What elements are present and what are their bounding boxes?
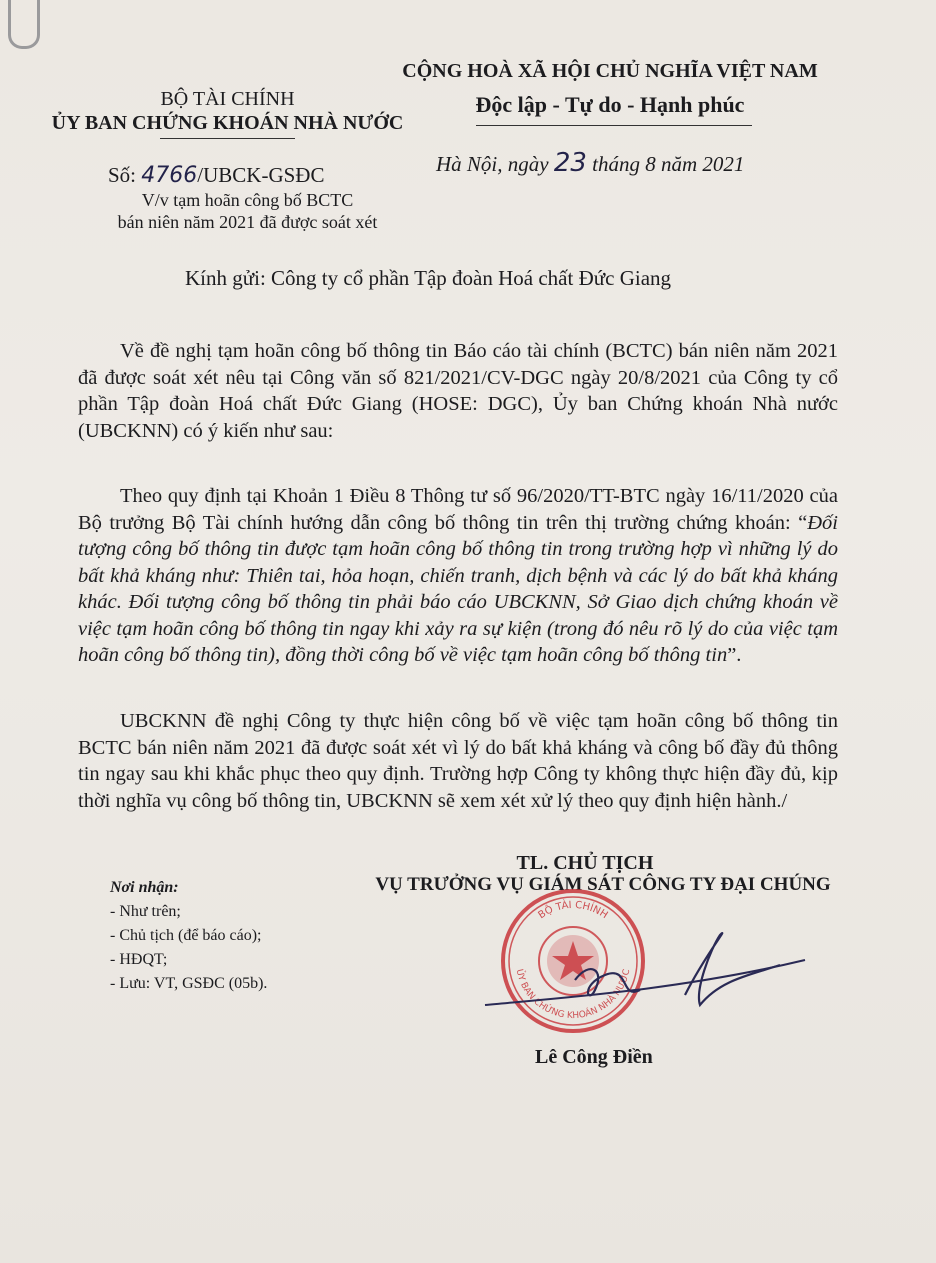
body-paragraph: UBCKNN đề nghị Công ty thực hiện công bố về việc tạm hoãn công bố thông tin BCTC bán niên năm 2021 đã được soát xét vì lý do bất khả kháng và công bố đầy đủ thông tin ngay sau khi khắc phục theo quy định. Trường hợp Công ty không thực hiện đầy đủ, kịp thời nghĩa vụ công bố thông tin, UBCKNN sẽ xem xét xử lý theo quy định hiện hành./ <box>78 710 838 812</box>
paperclip-icon <box>8 0 40 49</box>
recipient-item: - Chủ tịch (để báo cáo); <box>110 927 262 944</box>
recipients-block <box>110 876 267 996</box>
signer-name: Lê Công Điền <box>535 1046 653 1068</box>
document-number <box>108 163 324 188</box>
recipient-item: - Như trên; <box>110 903 181 920</box>
quoted-regulation: Đối tượng công bố thông tin được tạm hoãn công bố thông tin trong trường hợp vì những lý do bất khả kháng như: Thiên tai, hỏa hoạn, chiến tranh, dịch bệnh và các lý do bất khả kháng khác. Đối tượng công bố thông tin phải báo cáo UBCKNN, Sở Giao dịch chứng khoán về việc tạm hoãn công bố thông tin ngay khi xảy ra sự kiện (trong đó nêu rõ lý do của việc tạm hoãn công bố thông tin), đồng thời công bố về việc tạm hoãn công bố thông tin <box>78 511 838 666</box>
signature-title: VỤ TRƯỞNG VỤ GIÁM SÁT CÔNG TY ĐẠI CHÚNG <box>375 874 831 895</box>
divider <box>160 138 295 139</box>
seal-text-bottom: ỦY BAN CHỨNG KHOÁN NHÀ NƯỚC <box>513 968 633 1022</box>
recipient-item: - HĐQT; <box>110 951 168 968</box>
country-name: CỘNG HOÀ XÃ HỘI CHỦ NGHĨA VIỆT NAM <box>402 60 818 82</box>
document-date <box>436 148 744 178</box>
divider <box>476 125 752 126</box>
number-handwritten: 4766 <box>141 163 198 188</box>
motto: Độc lập - Tự do - Hạnh phúc <box>475 92 745 117</box>
quote-end: ”. <box>727 644 742 666</box>
recipient-item: - Lưu: VT, GSĐC (05b). <box>110 975 268 992</box>
number-suffix: /UBCK-GSĐC <box>197 163 325 187</box>
ministry-name: BỘ TÀI CHÍNH <box>160 88 295 110</box>
date-suffix: tháng 8 năm 2021 <box>592 152 745 176</box>
subject-line: bán niên năm 2021 đã được soát xét <box>117 212 378 232</box>
body-paragraph: Về đề nghị tạm hoãn công bố thông tin Báo cáo tài chính (BCTC) bán niên năm 2021 đã được soát xét nêu tại Công văn số 821/2021/CV-DGC ngày 20/8/2021 của Công ty cổ phần Tập đoàn Hoá chất Đức Giang (HOSE: DGC), Ủy ban Chứng khoán Nhà nước (UBCKNN) có ý kiến như sau: <box>78 340 838 442</box>
greeting: Kính gửi: Công ty cổ phần Tập đoàn Hoá chất Đức Giang <box>185 266 672 290</box>
date-day-handwritten: 23 <box>553 148 587 178</box>
seal-text-top: BỘ TÀI CHÍNH <box>536 899 610 922</box>
signature-title: TL. CHỦ TỊCH <box>516 852 654 874</box>
subject-line: V/v tạm hoãn công bố BCTC <box>141 190 354 210</box>
handwritten-signature-icon <box>480 920 810 1030</box>
number-prefix: Số: <box>108 163 137 187</box>
agency-name: ỦY BAN CHỨNG KHOÁN NHÀ NƯỚC <box>51 112 404 134</box>
date-prefix: Hà Nội, ngày <box>436 152 549 176</box>
recipients-heading: Nơi nhận: <box>110 879 179 896</box>
paragraph-intro: Theo quy định tại Khoản 1 Điều 8 Thông tư số 96/2020/TT-BTC ngày 16/11/2020 của Bộ trưởng Bộ Tài chính hướng dẫn công bố thông tin trên thị trường chứng khoán: “ <box>78 485 838 534</box>
body-paragraph <box>78 483 838 669</box>
